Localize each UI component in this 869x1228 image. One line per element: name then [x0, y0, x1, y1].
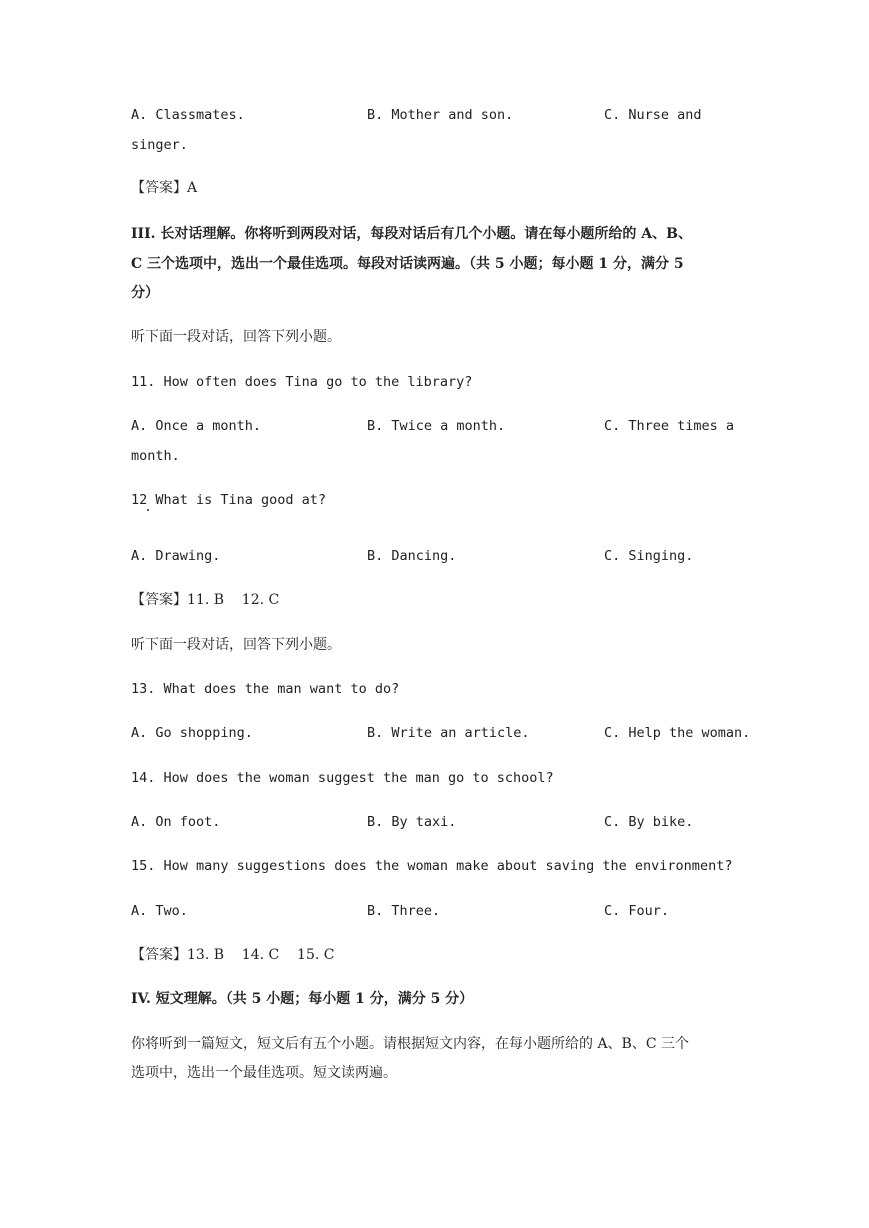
section3-heading-line1: III. 长对话理解。你将听到两段对话，每段对话后有几个小题。请在每小题所给的 A、B、 [131, 226, 692, 242]
q15-options [0, 902, 869, 920]
q12-question: 12 What is Tina good at? [131, 492, 327, 508]
q14-option-c[interactable]: C. By bike. [604, 814, 694, 830]
q14-option-a[interactable]: A. On foot. [131, 814, 221, 830]
q11-option-a[interactable]: A. Once a month. [131, 418, 262, 434]
section3-heading-line2: C 三个选项中，选出一个最佳选项。每段对话读两遍。（共 5 小题；每小题 1 分，满分 5 [131, 256, 684, 272]
q11-options [0, 417, 869, 435]
q12-option-b[interactable]: B. Dancing. [367, 548, 457, 564]
section4-heading: IV. 短文理解。（共 5 小题；每小题 1 分，满分 5 分） [131, 991, 474, 1007]
q10-options [0, 106, 869, 124]
q15-option-c[interactable]: C. Four. [604, 903, 670, 919]
q10-option-b[interactable]: B. Mother and son. [367, 107, 514, 123]
q10-option-c[interactable]: C. Nurse and [604, 107, 702, 123]
dialogue1-intro: 听下面一段对话，回答下列小题。 [131, 329, 341, 345]
q10-option-a[interactable]: A. Classmates. [131, 107, 245, 123]
q14-question: 14. How does the woman suggest the man go to school? [131, 770, 554, 786]
q10-option-c-continued: singer. [131, 137, 188, 153]
q15-option-b[interactable]: B. Three. [367, 903, 441, 919]
q15-option-a[interactable]: A. Two. [131, 903, 188, 919]
q12-options [0, 547, 869, 565]
section4-intro-line1: 你将听到一篇短文，短文后有五个小题。请根据短文内容，在每小题所给的 A、B、C 三个 [131, 1036, 690, 1052]
q11-question: 11. How often does Tina go to the library? [131, 374, 473, 390]
q13-options [0, 724, 869, 742]
dialogue2-intro: 听下面一段对话，回答下列小题。 [131, 637, 341, 653]
q13-question: 13. What does the man want to do? [131, 681, 400, 697]
q12-number-dot [147, 509, 149, 511]
q13-option-c[interactable]: C. Help the woman. [604, 725, 751, 741]
q14-option-b[interactable]: B. By taxi. [367, 814, 457, 830]
section4-intro-line2: 选项中，选出一个最佳选项。短文读两遍。 [131, 1065, 397, 1081]
q11-option-b[interactable]: B. Twice a month. [367, 418, 506, 434]
q15-question: 15. How many suggestions does the woman make about saving the environment? [131, 858, 733, 874]
q13-option-b[interactable]: B. Write an article. [367, 725, 530, 741]
q10-answer: 【答案】A [131, 180, 198, 196]
section3-heading-line3: 分） [131, 285, 159, 301]
q11-option-c[interactable]: C. Three times a [604, 418, 735, 434]
q13-option-a[interactable]: A. Go shopping. [131, 725, 253, 741]
q12-option-c[interactable]: C. Singing. [604, 548, 694, 564]
q11-option-c-continued: month. [131, 448, 180, 464]
answer-11-12: 【答案】11. B 12. C [131, 592, 280, 608]
q14-options [0, 813, 869, 831]
answer-13-15: 【答案】13. B 14. C 15. C [131, 947, 335, 963]
q12-option-a[interactable]: A. Drawing. [131, 548, 221, 564]
